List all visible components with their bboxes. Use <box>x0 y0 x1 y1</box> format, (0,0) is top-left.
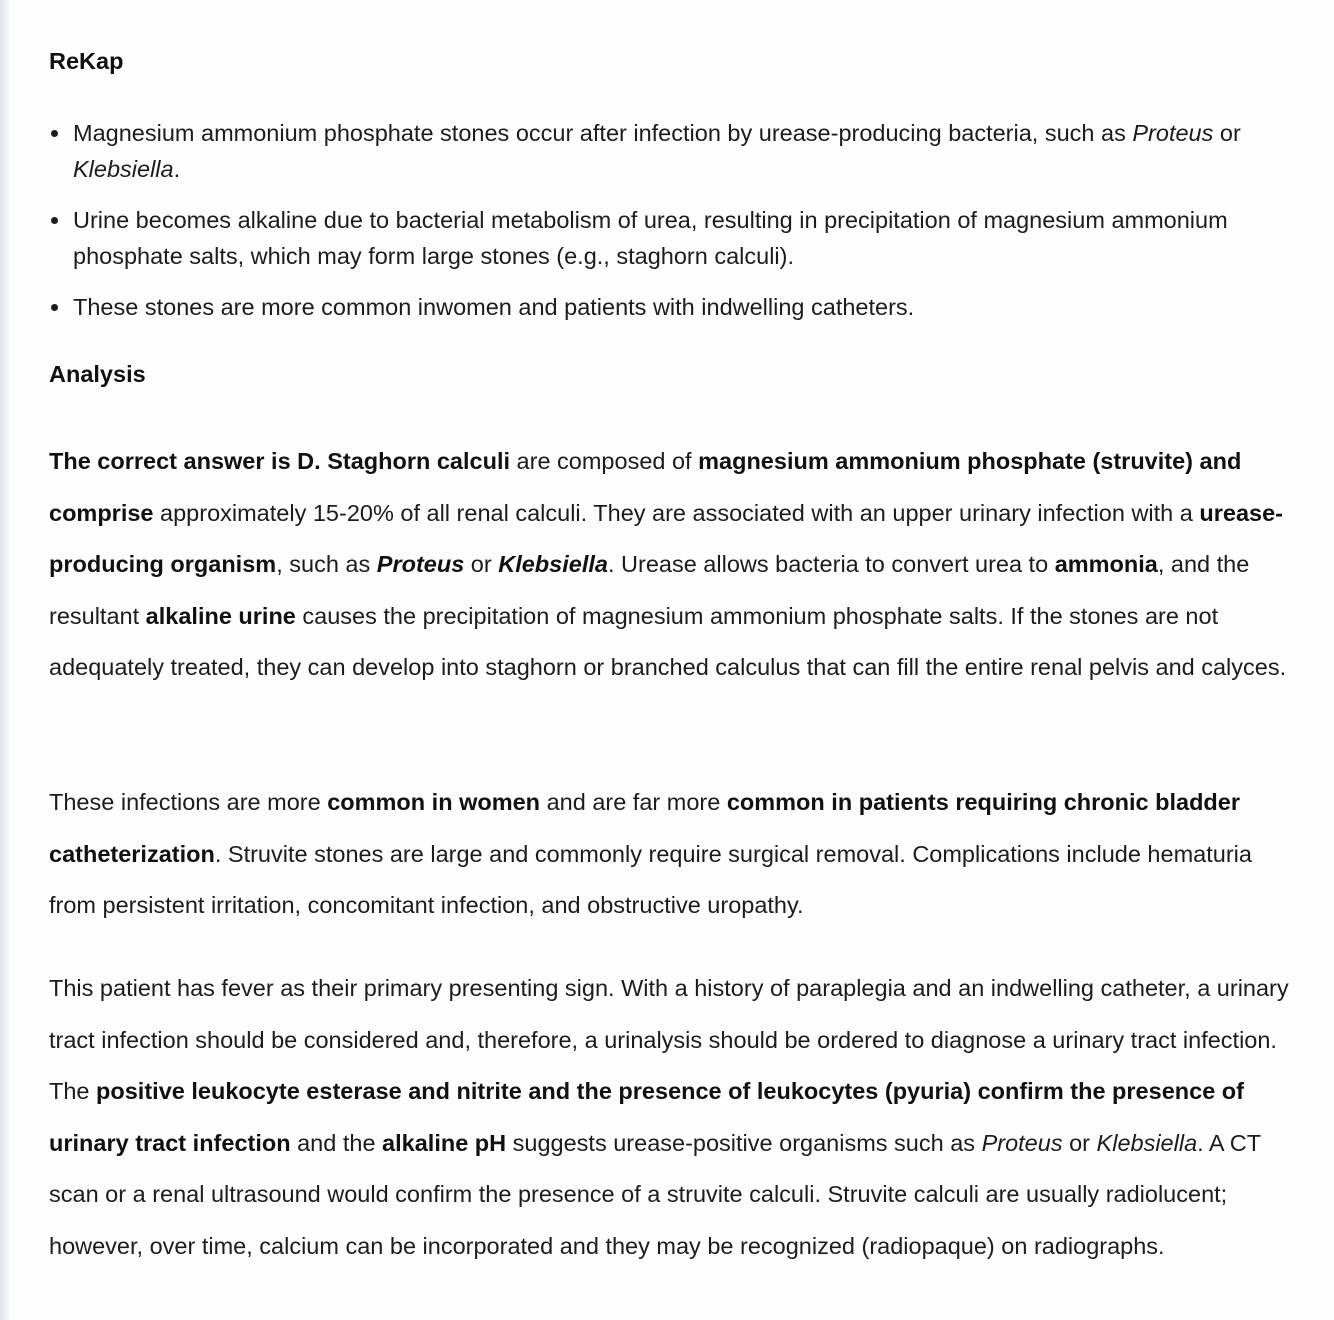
paragraph-text: . Urease allows bacteria to convert urea to <box>607 551 1055 578</box>
analysis-paragraph-3 <box>49 963 1299 1273</box>
analysis-heading: Analysis <box>49 361 146 387</box>
paragraph-text: , and the resultant <box>49 551 1250 629</box>
rekap-bullet-1-text: . <box>173 156 181 182</box>
emphasis-text: urease-producing organism <box>49 499 1283 578</box>
analysis-paragraph-2 <box>49 777 1299 932</box>
paragraph-text: These infections are more <box>49 789 328 815</box>
paragraph-text: or <box>464 551 499 578</box>
rekap-bullet-2 <box>49 202 1289 274</box>
paragraph-text: and are far more <box>540 789 727 815</box>
emphasis-text: positive leukocyte esterase and nitrite and the presence of leukocytes (pyuria) confirm the presence of urinary tract infection <box>49 1078 1244 1156</box>
paragraph-text: approximately 15-20% of all renal calculi. They are associated with an upper urinary infection with a <box>153 499 1200 526</box>
organism-proteus: Proteus <box>376 551 465 578</box>
organism-proteus: Proteus <box>1132 120 1214 146</box>
rekap-bullet-2-text: Urine becomes alkaline due to bacterial metabolism of urea, resulting in precipitation of magnesium ammonium phosphate salts, which may form large stones (e.g., staghorn calculi). <box>73 207 1228 269</box>
paragraph-text: and the <box>290 1129 383 1156</box>
paragraph-text: This patient has fever as their primary presenting sign. With a history of paraplegia and an indwelling catheter, a urinary tract infection should be considered and, therefore, a urinalysis should be ordered to diagnose a urinary tract infection. The <box>49 975 1289 1105</box>
emphasis-text: common in patients requiring chronic bladder catheterization <box>49 789 1240 867</box>
organism-klebsiella: Klebsiella <box>498 551 608 578</box>
rekap-bullet-1-text: Magnesium ammonium phosphate stones occur after infection by urease-producing bacteria, such as <box>73 120 1133 146</box>
rekap-bullet-3-text: These stones are more common inwomen and patients with indwelling catheters. <box>73 294 915 320</box>
window-left-edge <box>0 0 9 1320</box>
rekap-bullet-list <box>49 115 1289 340</box>
paragraph-text: . A CT scan or a renal ultrasound would confirm the presence of a struvite calculi. Struvite calculi are usually radiolucent; however, over time, calcium can be incorporated and they may be recognized (radiopaque) on radiographs. <box>49 1129 1261 1259</box>
emphasis-text: magnesium ammonium phosphate (struvite) and comprise <box>49 448 1242 526</box>
emphasis-text: alkaline pH <box>382 1129 507 1156</box>
rekap-bullet-3 <box>49 289 1289 325</box>
paragraph-text: , such as <box>276 551 377 578</box>
rekap-bullet-1-text: or <box>1213 120 1241 146</box>
organism-klebsiella: Klebsiella <box>1096 1129 1198 1156</box>
correct-answer-statement: The correct answer is D. Staghorn calculi <box>49 448 511 474</box>
rekap-bullet-1 <box>49 115 1289 187</box>
organism-proteus: Proteus <box>981 1129 1063 1156</box>
analysis-paragraph-1 <box>49 436 1299 694</box>
paragraph-text: suggests urease-positive organisms such as <box>506 1129 982 1156</box>
rekap-heading: ReKap <box>49 48 124 74</box>
paragraph-text: . Struvite stones are large and commonly require surgical removal. Complications include hematuria from persistent irritation, concomitant infection, and obstructive uropathy. <box>49 840 1252 919</box>
emphasis-text: alkaline urine <box>145 602 296 629</box>
emphasis-text: common in women <box>327 789 541 815</box>
organism-klebsiella: Klebsiella <box>73 156 174 182</box>
paragraph-text: or <box>1062 1129 1097 1156</box>
paragraph-text: causes the precipitation of magnesium ammonium phosphate salts. If the stones are not adequately treated, they can develop into staghorn or branched calculus that can fill the entire renal pelvis and calyces. <box>49 602 1287 681</box>
paragraph-text: are composed of <box>510 448 699 474</box>
emphasis-text: ammonia <box>1054 551 1158 578</box>
